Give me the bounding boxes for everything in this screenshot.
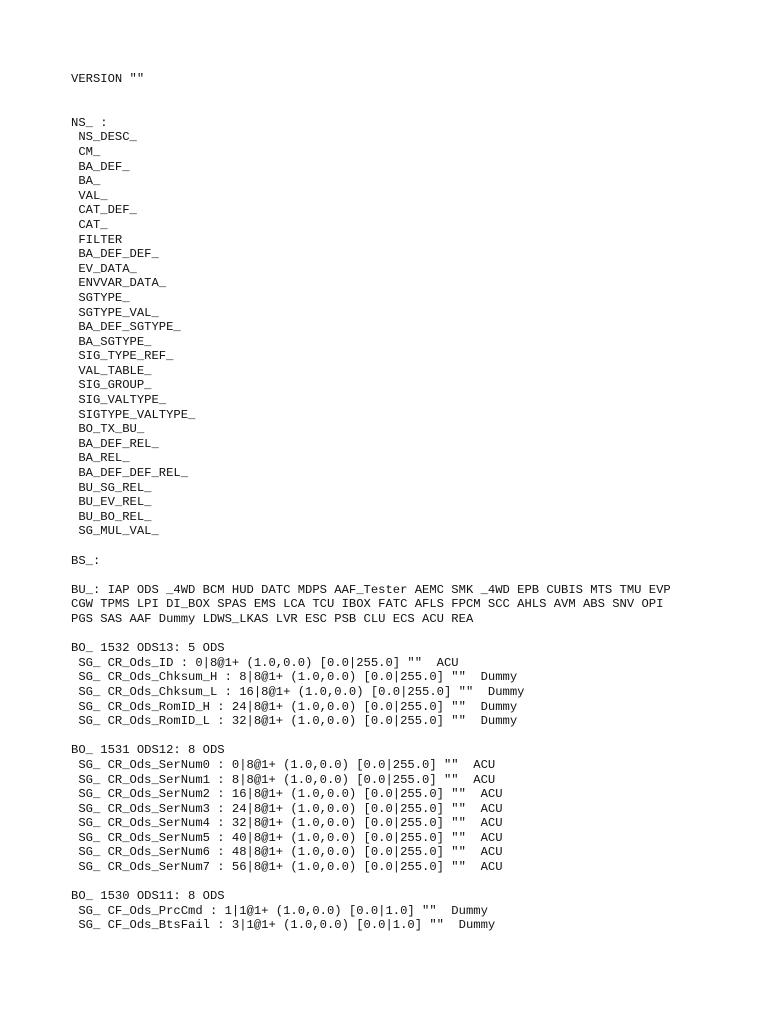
text-line: BA_DEF_SGTYPE_: [71, 320, 181, 335]
text-line: BU_EV_REL_: [71, 495, 152, 510]
text-line: SG_ CR_Ods_ID : 0|8@1+ (1.0,0.0) [0.0|255.0] "" ACU: [71, 655, 459, 670]
text-line: SIG_TYPE_REF_: [71, 349, 174, 364]
text-line: SIG_GROUP_: [71, 378, 152, 393]
text-line: BU_: IAP ODS _4WD BCM HUD DATC MDPS AAF_Tester AEMC SMK _4WD EPB CUBIS MTS TMU EVP: [71, 582, 671, 597]
text-line: SIGTYPE_VALTYPE_: [71, 407, 196, 422]
text-line: BO_ 1532 ODS13: 5 ODS: [71, 641, 225, 656]
text-line: VAL_: [71, 188, 108, 203]
text-line: SGTYPE_VAL_: [71, 305, 159, 320]
text-line: NS_ :: [71, 115, 108, 130]
text-line: SG_ CR_Ods_RomID_H : 24|8@1+ (1.0,0.0) [0.0|255.0] "" Dummy: [71, 699, 518, 714]
text-line: BU_BO_REL_: [71, 509, 152, 524]
text-line: BA_DEF_: [71, 159, 130, 174]
blank-line: [71, 539, 761, 554]
text-line: CAT_DEF_: [71, 203, 137, 218]
text-line: BO_TX_BU_: [71, 422, 145, 437]
text-line: SG_ CR_Ods_SerNum4 : 32|8@1+ (1.0,0.0) [0.0|255.0] "" ACU: [71, 816, 503, 831]
text-line: BA_DEF_DEF_: [71, 247, 159, 262]
text-line: CGW TPMS LPI DI_BOX SPAS EMS LCA TCU IBOX FATC AFLS FPCM SCC AHLS AVM ABS SNV OPI: [71, 597, 664, 612]
text-line: SG_ CR_Ods_SerNum3 : 24|8@1+ (1.0,0.0) [0.0|255.0] "" ACU: [71, 801, 503, 816]
text-line: SG_ CF_Ods_PrcCmd : 1|1@1+ (1.0,0.0) [0.0|1.0] "" Dummy: [71, 903, 488, 918]
text-line: ENVVAR_DATA_: [71, 276, 167, 291]
blank-line: [71, 101, 761, 116]
text-line: BA_: [71, 174, 101, 189]
dbc-document: [71, 72, 761, 933]
text-line: NS_DESC_: [71, 130, 137, 145]
text-line: BU_SG_REL_: [71, 480, 152, 495]
text-line: SIG_VALTYPE_: [71, 393, 167, 408]
text-line: SG_ CR_Ods_SerNum0 : 0|8@1+ (1.0,0.0) [0.0|255.0] "" ACU: [71, 757, 496, 772]
text-line: FILTER: [71, 232, 123, 247]
text-line: VERSION "": [71, 72, 145, 86]
text-line: SG_ CR_Ods_RomID_L : 32|8@1+ (1.0,0.0) [0.0|255.0] "" Dummy: [71, 714, 518, 729]
text-line: SGTYPE_: [71, 290, 130, 305]
text-line: SG_MUL_VAL_: [71, 524, 159, 539]
text-line: EV_DATA_: [71, 261, 137, 276]
text-line: SG_ CR_Ods_SerNum1 : 8|8@1+ (1.0,0.0) [0.0|255.0] "" ACU: [71, 772, 496, 787]
text-line: BA_DEF_DEF_REL_: [71, 466, 189, 481]
text-line: VAL_TABLE_: [71, 363, 152, 378]
blank-line: [71, 627, 761, 642]
text-line: SG_ CF_Ods_BtsFail : 3|1@1+ (1.0,0.0) [0.0|1.0] "" Dummy: [71, 918, 496, 933]
text-line: SG_ CR_Ods_SerNum2 : 16|8@1+ (1.0,0.0) [0.0|255.0] "" ACU: [71, 787, 503, 802]
text-line: SG_ CR_Ods_Chksum_H : 8|8@1+ (1.0,0.0) [0.0|255.0] "" Dummy: [71, 670, 518, 685]
blank-line: [71, 729, 761, 744]
text-line: SG_ CR_Ods_Chksum_L : 16|8@1+ (1.0,0.0) [0.0|255.0] "" Dummy: [71, 684, 525, 699]
text-line: CM_: [71, 144, 101, 159]
blank-line: [71, 875, 761, 890]
blank-line: [71, 568, 761, 583]
text-line: BA_REL_: [71, 451, 130, 466]
text-line: SG_ CR_Ods_SerNum6 : 48|8@1+ (1.0,0.0) [0.0|255.0] "" ACU: [71, 845, 503, 860]
text-line: BS_:: [71, 553, 101, 568]
text-line: BO_ 1530 ODS11: 8 ODS: [71, 889, 225, 904]
text-line: SG_ CR_Ods_SerNum7 : 56|8@1+ (1.0,0.0) [0.0|255.0] "" ACU: [71, 860, 503, 875]
text-line: CAT_: [71, 217, 108, 232]
text-line: SG_ CR_Ods_SerNum5 : 40|8@1+ (1.0,0.0) [0.0|255.0] "" ACU: [71, 830, 503, 845]
text-line: BO_ 1531 ODS12: 8 ODS: [71, 743, 225, 758]
text-line: PGS SAS AAF Dummy LDWS_LKAS LVR ESC PSB CLU ECS ACU REA: [71, 611, 474, 626]
blank-line: [71, 87, 761, 102]
text-line: BA_SGTYPE_: [71, 334, 152, 349]
text-line: BA_DEF_REL_: [71, 436, 159, 451]
